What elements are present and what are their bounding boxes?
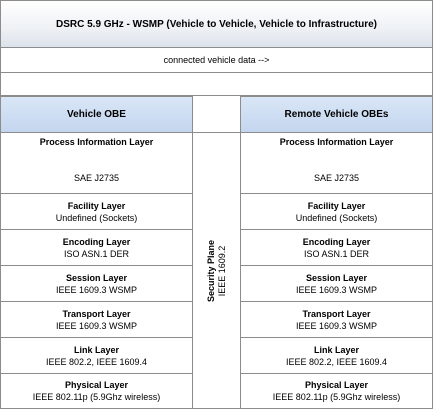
layer-standard: Undefined (Sockets) [295,212,378,223]
layer-name: Transport Layer [302,308,371,319]
layer-name: Process Information Layer [39,137,154,147]
remote-vehicle-obes-header: Remote Vehicle OBEs [240,96,433,133]
layer-standard: IEEE 1609.3 WSMP [55,320,138,331]
layer-name: Encoding Layer [302,236,371,247]
layer-name: Physical Layer [64,380,129,390]
layer-name: Facility Layer [307,200,366,211]
layer-standard: IEEE 802.11p (5.9Ghz wireless) [272,392,401,402]
layer-standard: ISO ASN.1 DER [303,248,370,259]
layer-name: Process Information Layer [279,137,394,147]
right-process-information-layer [240,132,433,194]
layer-standard: Undefined (Sockets) [55,212,138,223]
left-encoding-layer [0,229,193,266]
layer-standard: IEEE 802.11p (5.9Ghz wireless) [32,392,161,402]
layer-standard: IEEE 802.2, IEEE 1609.4 [285,356,388,367]
left-link-layer [0,337,193,374]
left-transport-layer [0,301,193,338]
spacer-row [0,72,433,96]
layer-standard: IEEE 1609.3 WSMP [295,320,378,331]
right-link-layer [240,337,433,374]
right-session-layer [240,265,433,302]
layer-name: Link Layer [313,344,360,355]
layer-standard: IEEE 1609.3 WSMP [55,284,138,295]
layer-name: Session Layer [65,272,128,283]
left-facility-layer [0,193,193,230]
security-plane [192,132,241,409]
layer-standard: SAE J2735 [313,173,360,183]
layer-name: Transport Layer [62,308,131,319]
right-transport-layer [240,301,433,338]
data-flow-label: connected vehicle data --> [0,47,433,73]
security-plane-standard: IEEE 1609.2 [216,245,227,296]
security-plane-name: Security Plane [205,239,216,302]
right-physical-layer [240,373,433,409]
layer-standard: IEEE 802.2, IEEE 1609.4 [45,356,148,367]
layer-name: Link Layer [73,344,120,355]
vehicle-obe-header: Vehicle OBE [0,96,193,133]
layer-standard: IEEE 1609.3 WSMP [295,284,378,295]
left-process-information-layer [0,132,193,194]
left-session-layer [0,265,193,302]
layer-standard: ISO ASN.1 DER [63,248,130,259]
layer-name: Session Layer [305,272,368,283]
diagram-title: DSRC 5.9 GHz - WSMP (Vehicle to Vehicle, Vehicle to Infrastructure) [0,0,433,48]
right-encoding-layer [240,229,433,266]
left-physical-layer [0,373,193,409]
layer-name: Facility Layer [67,200,126,211]
layer-standard: SAE J2735 [73,173,120,183]
right-facility-layer [240,193,433,230]
layer-name: Physical Layer [304,380,369,390]
layer-name: Encoding Layer [62,236,131,247]
